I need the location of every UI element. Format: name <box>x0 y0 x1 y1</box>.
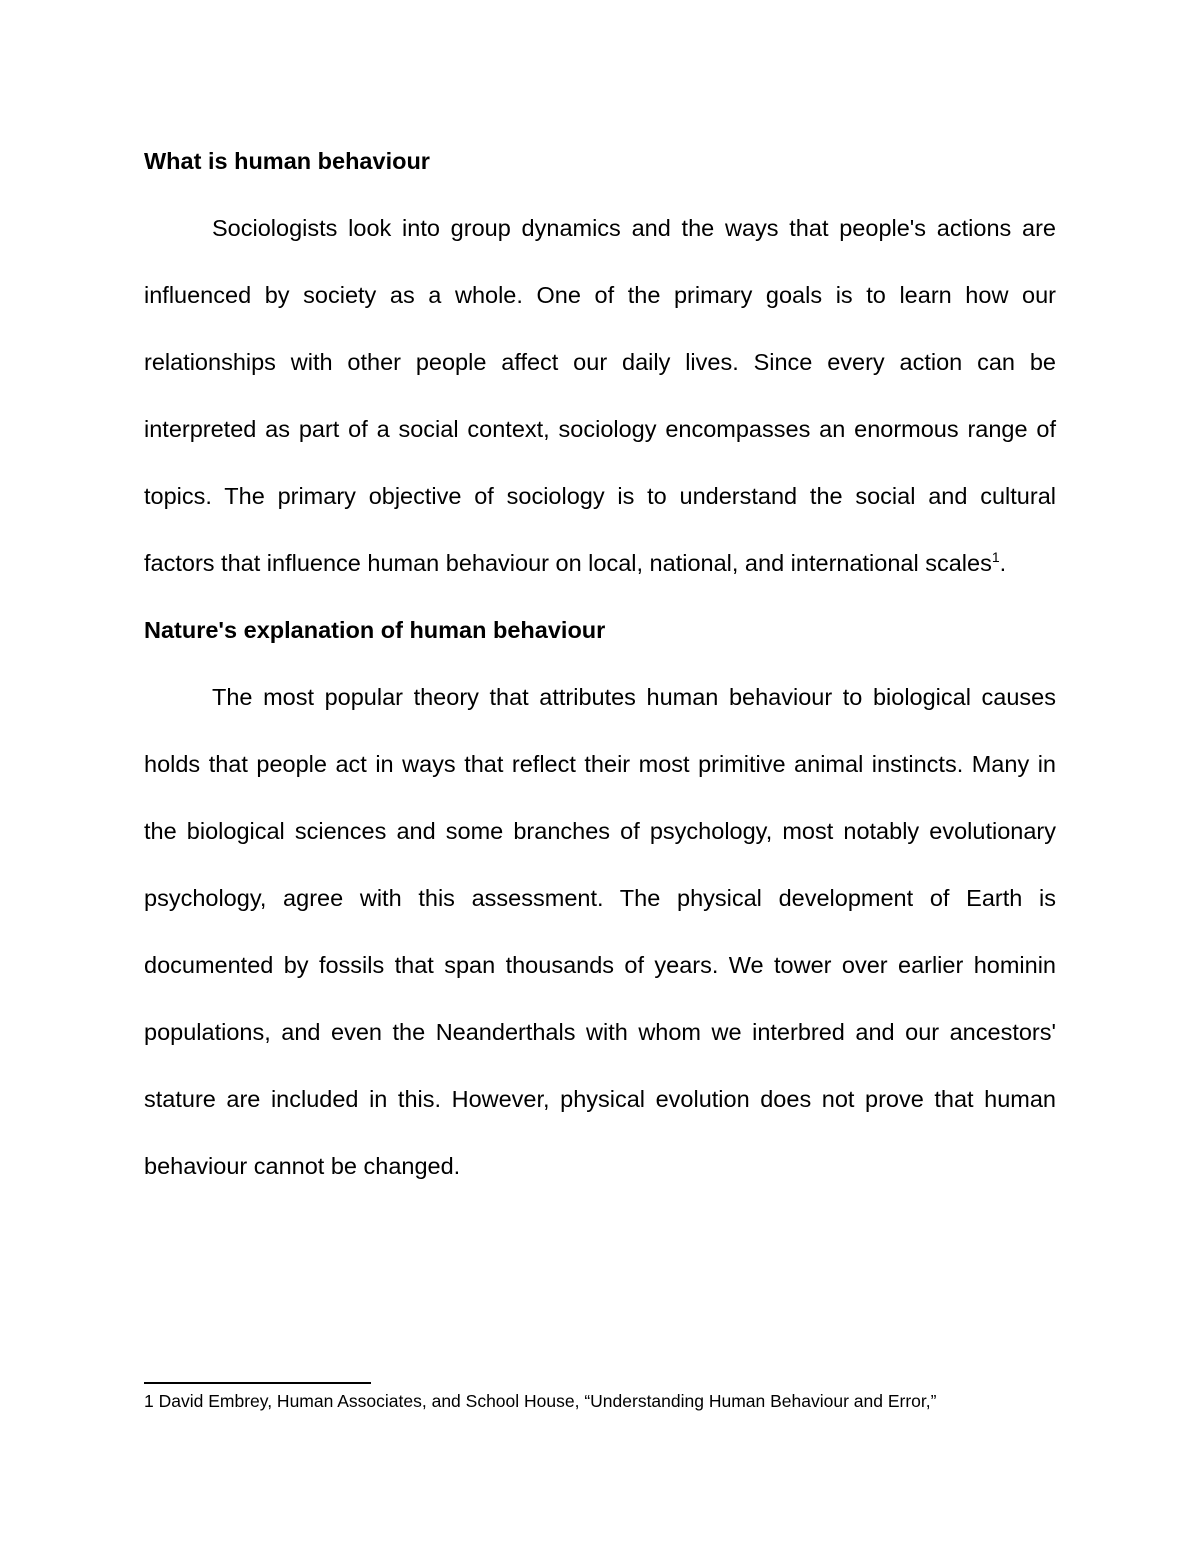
paragraph-sociology-text: Sociologists look into group dynamics and the ways that people's actions are influenced by society as a whole. One of the primary goals is to learn how our relationships with other people affect our daily lives. Since every action can be interpreted as part of a social context, sociology encompasses an enormous range of topics. The primary objective of sociology is to understand the social and cultural factors that influence human behaviour on local, national, and international scales <box>144 215 1056 576</box>
paragraph-sociology <box>144 195 1056 597</box>
document-body <box>144 128 1056 1200</box>
footnote-number: 1 <box>144 1391 154 1411</box>
footnote-text: David Embrey, Human Associates, and School House, “Understanding Human Behaviour and Error,” <box>158 1391 937 1411</box>
section-heading-what-is-human-behaviour: What is human behaviour <box>144 148 430 174</box>
section-heading-natures-explanation: Nature's explanation of human behaviour <box>144 617 606 643</box>
footnote-reference[interactable]: 1 <box>991 549 1000 566</box>
footnote <box>144 1388 1074 1414</box>
paragraph-sociology-end: . <box>999 550 1007 576</box>
paragraph-nature: The most popular theory that attributes human behaviour to biological causes holds that people act in ways that reflect their most primitive animal instincts. Many in the biological sciences and some branches of psychology, most notably evolutionary psychology, agree with this assessment. The physical development of Earth is documented by fossils that span thousands of years. We tower over earlier hominin populations, and even the Neanderthals with whom we interbred and our ancestors' stature are included in this. However, physical evolution does not prove that human behaviour cannot be changed. <box>144 684 1056 1179</box>
footnote-separator <box>144 1382 371 1384</box>
